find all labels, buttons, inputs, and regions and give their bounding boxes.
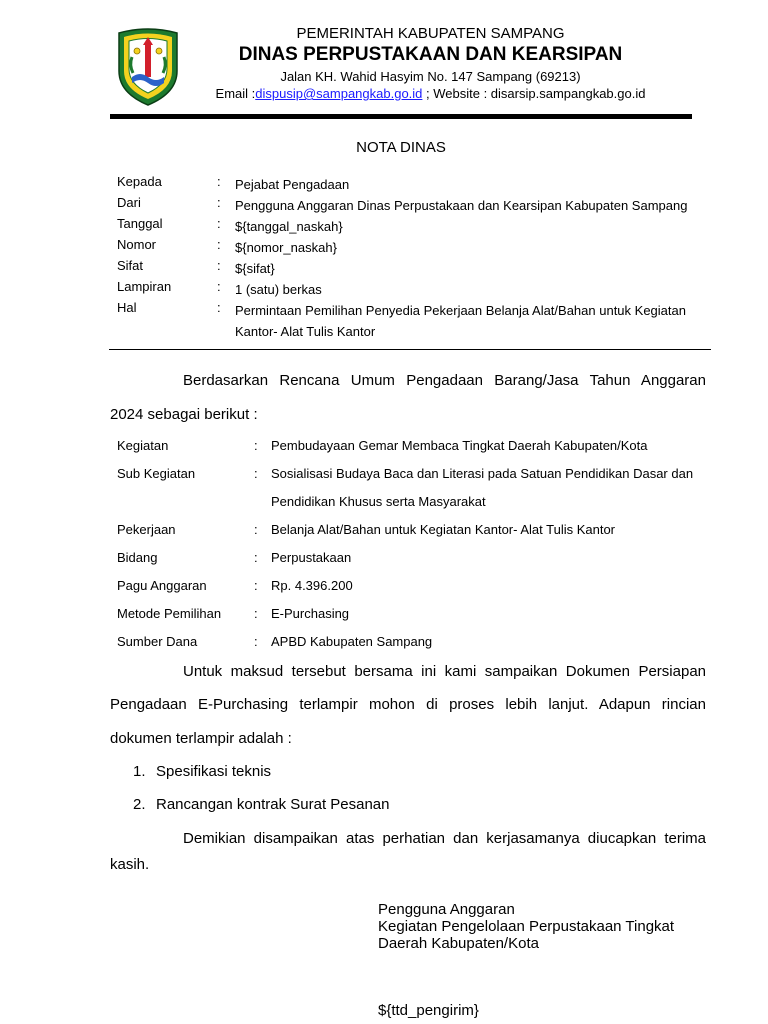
meta-value: ${sifat} bbox=[235, 261, 275, 276]
meta-label: Nomor bbox=[117, 237, 157, 252]
meta-row-dari bbox=[117, 195, 717, 215]
kegiatan-label: Metode Pemilihan bbox=[117, 606, 222, 621]
kegiatan-value: APBD Kabupaten Sampang bbox=[271, 634, 433, 649]
meta-value: Pengguna Anggaran Dinas Perpustakaan dan Kearsipan Kabupaten Sampang bbox=[235, 198, 688, 213]
meta-row-nomor bbox=[117, 237, 717, 257]
body-line-2: Pengadaan E-Purchasing terlampir mohon di proses lebih lanjut. Adapun rincian bbox=[110, 696, 706, 713]
meta-row-kepada bbox=[117, 174, 717, 194]
signature-line-2: Kegiatan Pengelolaan Perpustakaan Tingkat bbox=[378, 918, 675, 935]
kegiatan-value: Sosialisasi Budaya Baca dan Literasi pada Satuan Pendidikan Dasar dan Pendidikan Khusus serta Masyarakat bbox=[271, 466, 694, 509]
meta-label: Dari bbox=[117, 195, 141, 210]
signature-placeholder: ${ttd_pengirim} bbox=[378, 1002, 479, 1019]
list-text: Rancangan kontrak Surat Pesanan bbox=[156, 796, 390, 813]
kegiatan-label: Sumber Dana bbox=[117, 634, 198, 649]
kegiatan-label: Bidang bbox=[117, 550, 158, 565]
meta-value: ${tanggal_naskah} bbox=[235, 219, 343, 234]
meta-colon: : bbox=[217, 174, 221, 189]
meta-colon: : bbox=[217, 195, 221, 210]
intro-line-2: 2024 sebagai berikut : bbox=[110, 406, 258, 423]
meta-row-hal bbox=[117, 300, 717, 339]
kegiatan-value: Pembudayaan Gemar Membaca Tingkat Daerah Kabupaten/Kota bbox=[271, 438, 648, 453]
meta-colon: : bbox=[217, 216, 221, 231]
kegiatan-value: Belanja Alat/Bahan untuk Kegiatan Kantor- Alat Tulis Kantor bbox=[271, 522, 616, 537]
list-text: Spesifikasi teknis bbox=[156, 763, 272, 780]
kegiatan-colon: : bbox=[254, 634, 258, 649]
meta-row-tanggal bbox=[117, 216, 717, 236]
kegiatan-value: Perpustakaan bbox=[271, 550, 352, 565]
meta-colon: : bbox=[217, 279, 221, 294]
closing-line-2: kasih. bbox=[110, 856, 150, 873]
kegiatan-value: Rp. 4.396.200 bbox=[271, 578, 353, 593]
kegiatan-colon: : bbox=[254, 578, 258, 593]
meta-label: Sifat bbox=[117, 258, 144, 273]
body-line-1: Untuk maksud tersebut bersama ini kami sampaikan Dokumen Persiapan bbox=[183, 663, 706, 680]
kegiatan-label: Sub Kegiatan bbox=[117, 466, 196, 481]
meta-value: 1 (satu) berkas bbox=[235, 282, 322, 297]
list-number: 1. bbox=[133, 763, 146, 780]
letterhead-rule bbox=[110, 114, 692, 119]
header-agency-name: DINAS PERPUSTAKAAN DAN KEARSIPAN bbox=[238, 44, 623, 65]
kegiatan-colon: : bbox=[254, 550, 258, 565]
list-number: 2. bbox=[133, 796, 146, 813]
attachment-list-item bbox=[133, 796, 390, 813]
kegiatan-colon: : bbox=[254, 606, 258, 621]
body-line-3: dokumen terlampir adalah : bbox=[110, 730, 292, 747]
header-government-name: PEMERINTAH KABUPATEN SAMPANG bbox=[296, 25, 565, 42]
meta-value: Pejabat Pengadaan bbox=[235, 177, 350, 192]
meta-label: Lampiran bbox=[117, 279, 172, 294]
kegiatan-label: Pagu Anggaran bbox=[117, 578, 207, 593]
closing-line-1: Demikian disampaikan atas perhatian dan kerjasamanya diucapkan terima bbox=[183, 830, 706, 847]
meta-colon: : bbox=[217, 300, 221, 315]
email-link[interactable]: dispusip@sampangkab.go.id bbox=[255, 86, 423, 101]
attachment-list-item bbox=[133, 763, 271, 780]
intro-text-1: Berdasarkan Rencana Umum Pengadaan Barang/Jasa Tahun Anggaran bbox=[183, 372, 706, 389]
meta-label: Hal bbox=[117, 300, 137, 315]
kegiatan-label: Kegiatan bbox=[117, 438, 169, 453]
header-address: Jalan KH. Wahid Hasyim No. 147 Sampang (69213) bbox=[280, 69, 581, 84]
kegiatan-label: Pekerjaan bbox=[117, 522, 176, 537]
header-contact bbox=[110, 86, 751, 101]
kegiatan-colon: : bbox=[254, 438, 258, 453]
meta-row-lampiran bbox=[117, 279, 717, 299]
meta-value: Permintaan Pemilihan Penyedia Pekerjaan Belanja Alat/Bahan untuk Kegiatan Kantor- Alat Tulis Kantor bbox=[235, 303, 686, 339]
website-text: ; Website : disarsip.sampangkab.go.id bbox=[422, 86, 646, 101]
meta-separator-rule bbox=[109, 349, 711, 350]
document-title: NOTA DINAS bbox=[356, 139, 446, 156]
meta-label: Tanggal bbox=[117, 216, 163, 231]
meta-label: Kepada bbox=[117, 174, 162, 189]
meta-value: ${nomor_naskah} bbox=[235, 240, 337, 255]
signature-line-3: Daerah Kabupaten/Kota bbox=[378, 935, 539, 952]
kegiatan-colon: : bbox=[254, 466, 258, 481]
signature-title bbox=[378, 901, 674, 952]
meta-row-sifat bbox=[117, 258, 717, 278]
signature-line-1: Pengguna Anggaran bbox=[378, 901, 515, 918]
kegiatan-value: E-Purchasing bbox=[271, 606, 350, 621]
intro-line-1 bbox=[183, 372, 706, 389]
meta-colon: : bbox=[217, 258, 221, 273]
kegiatan-colon: : bbox=[254, 522, 258, 537]
meta-colon: : bbox=[217, 237, 221, 252]
email-prefix: Email : bbox=[215, 86, 256, 101]
